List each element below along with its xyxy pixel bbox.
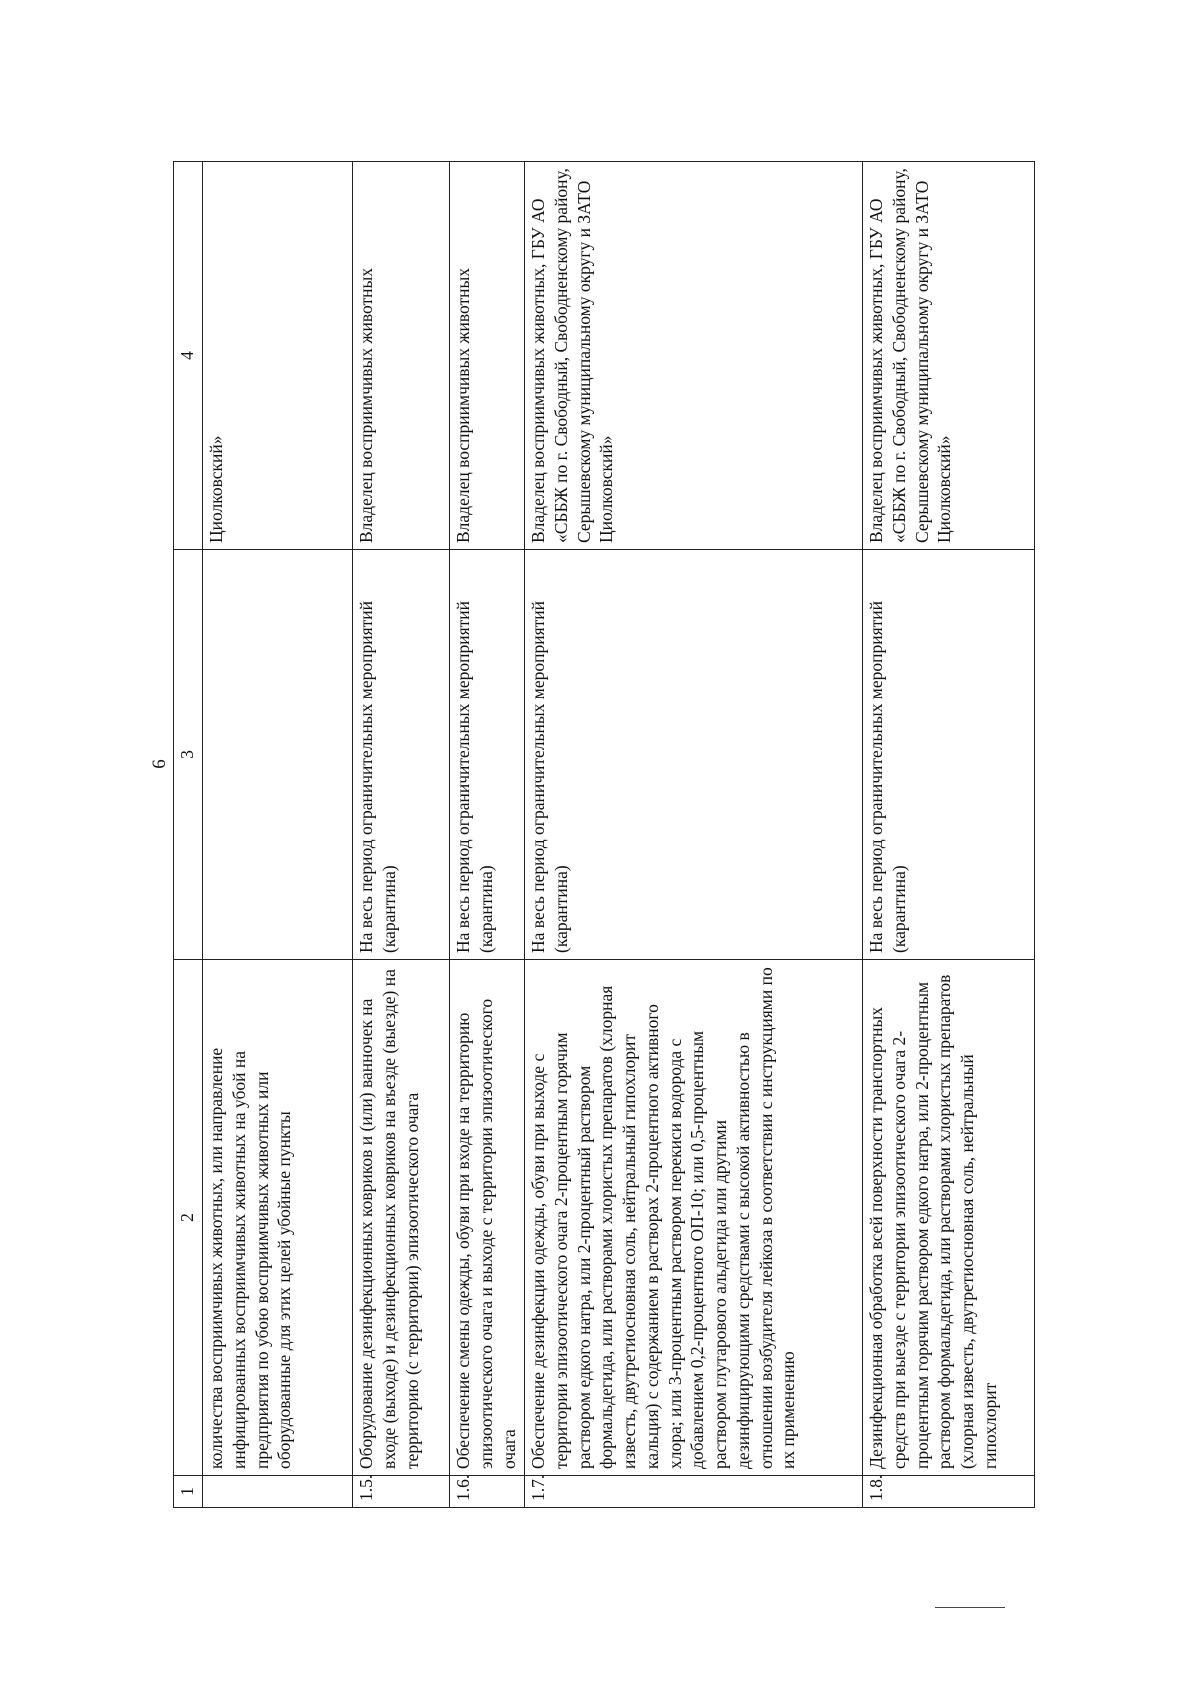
row-number bbox=[203, 1476, 353, 1508]
footer-rule bbox=[935, 1607, 1005, 1608]
row-number: 1.6. bbox=[450, 1476, 525, 1508]
table-header-row bbox=[174, 162, 203, 1508]
responsible-cell: Владелец восприимчивых животных bbox=[353, 162, 450, 550]
row-number: 1.7. bbox=[525, 1476, 863, 1508]
table-row bbox=[525, 162, 863, 1508]
rotated-table-container bbox=[173, 162, 1033, 1508]
measure-cell: Обеспечение дезинфекции одежды, обуви при выходе с территории эпизоотического очага 2-процентным горячим раствором едкого натра, или 2-процентный раствором формальдегида, или растворами хлористых препаратов (хлорная известь, двутретиосновная соль, нейтральный гипохлорит кальция) с содержанием в растворах 2-процентного активного хлора; или 3-процентным раствором перекиси водорода с добавлением 0,2-процентного ОП-10; или 0,5-процентным раствором глутарового альдегида или другими дезинфицирующими средствами с высокой активностью в отношении возбудителя лейкоза в соответствии с инструкциями по их применению bbox=[525, 960, 863, 1476]
period-cell bbox=[203, 550, 353, 960]
measure-cell: количества восприимчивых животных, или направление инфицированных восприимчивых животных на убой на предприятия по убою восприимчивых животных или оборудованные для этих целей убойные пункты bbox=[203, 960, 353, 1476]
period-cell: На весь период ограничительных мероприятий (карантина) bbox=[353, 550, 450, 960]
period-cell: На весь период ограничительных мероприятий (карантина) bbox=[450, 550, 525, 960]
period-cell: На весь период ограничительных мероприятий (карантина) bbox=[525, 550, 863, 960]
table-row bbox=[203, 162, 353, 1508]
measure-cell: Оборудование дезинфекционных ковриков и (или) ванночек на входе (выходе) и дезинфекционных ковриков на въезде (выезде) на территорию (с территории) эпизоотического очага bbox=[353, 960, 450, 1476]
responsible-cell: Владелец восприимчивых животных, ГБУ АО «СББЖ по г. Свободный, Свободненскому району, Серышевскому муниципальному округу и ЗАТО Циолковский» bbox=[525, 162, 863, 550]
page-number: 6 bbox=[149, 759, 170, 769]
table-row bbox=[353, 162, 450, 1508]
period-cell: На весь период ограничительных мероприятий (карантина) bbox=[863, 550, 1035, 960]
measure-cell: Обеспечение смены одежды, обуви при входе на территорию эпизоотического очага и выходе с территории эпизоотического очага bbox=[450, 960, 525, 1476]
row-number: 1.8. bbox=[863, 1476, 1035, 1508]
table-row bbox=[450, 162, 525, 1508]
responsible-cell: Циолковский» bbox=[203, 162, 353, 550]
header-col-3: 3 bbox=[174, 550, 203, 960]
header-col-1: 1 bbox=[174, 1476, 203, 1508]
table-row bbox=[863, 162, 1035, 1508]
header-col-2: 2 bbox=[174, 960, 203, 1476]
responsible-cell: Владелец восприимчивых животных bbox=[450, 162, 525, 550]
row-number: 1.5. bbox=[353, 1476, 450, 1508]
header-col-4: 4 bbox=[174, 162, 203, 550]
rotated-page-content bbox=[173, 162, 1033, 1508]
measures-table bbox=[173, 161, 1035, 1508]
measure-cell: Дезинфекционная обработка всей поверхности транспортных средств при выезде с территории эпизоотического очага 2-процентным горячим раствором едкого натра, или 2-процентным раствором формальдегида, или растворами хлористых препаратов (хлорная известь, двутретиосновная соль, нейтральный гипохлорит bbox=[863, 960, 1035, 1476]
responsible-cell: Владелец восприимчивых животных, ГБУ АО «СББЖ по г. Свободный, Свободненскому району, Серышевскому муниципальному округу и ЗАТО Циолковский» bbox=[863, 162, 1035, 550]
